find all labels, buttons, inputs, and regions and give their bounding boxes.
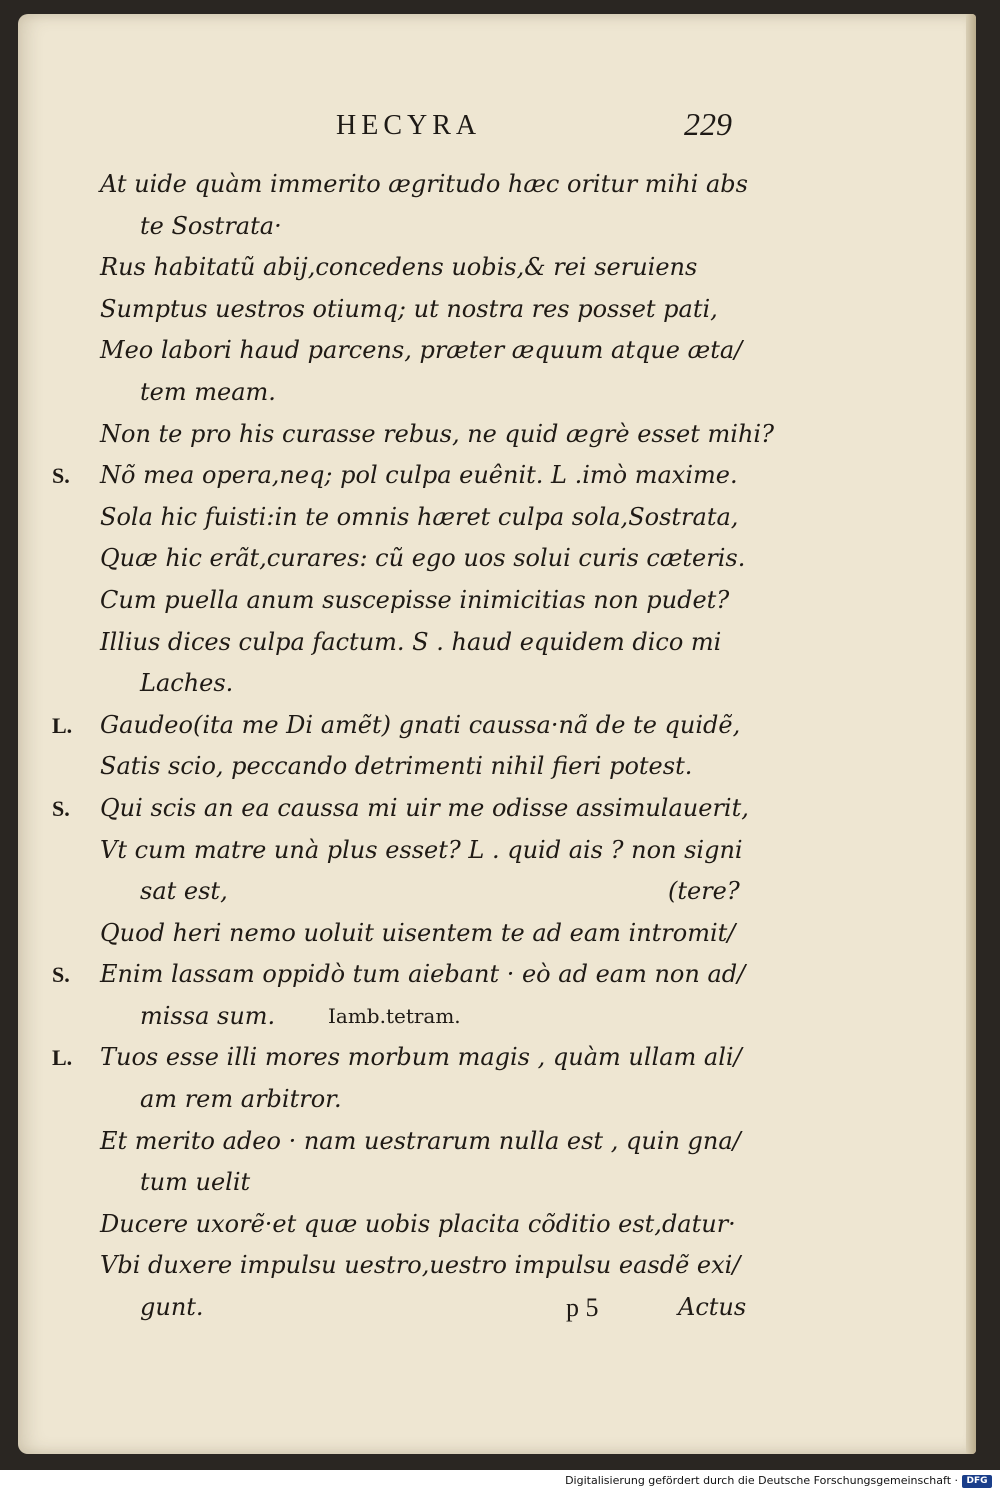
verse-text: Enim lassam oppidò tum aiebant · eò ad eam non ad/ bbox=[100, 960, 746, 989]
verse-text: Illius dices culpa factum. S . haud equidem dico mi bbox=[100, 627, 722, 656]
verse-text: gunt. bbox=[140, 1293, 204, 1322]
verse-text: Sola hic fuisti:in te omnis hæret culpa sola,Sostrata, bbox=[100, 502, 739, 531]
verse-text: Cum puella anum suscepisse inimicitias non pudet? bbox=[100, 585, 730, 614]
verse-line bbox=[18, 247, 976, 289]
book-page bbox=[18, 14, 976, 1454]
dfg-logo: DFG bbox=[962, 1475, 992, 1488]
verse-line bbox=[18, 1121, 976, 1163]
verse-text: Sumptus uestros otiumq; ut nostra res posset pati, bbox=[100, 294, 718, 323]
verse-text: te Sostrata· bbox=[140, 211, 282, 240]
verse-line bbox=[18, 455, 976, 497]
verse-line bbox=[18, 414, 976, 456]
verse-line bbox=[18, 1204, 976, 1246]
verse-text: Tuos esse illi mores morbum magis , quàm ullam ali/ bbox=[100, 1043, 742, 1072]
verse-text: Et merito adeo · nam uestrarum nulla est , quin gna/ bbox=[100, 1126, 741, 1155]
signature-mark: p 5 bbox=[566, 1293, 599, 1323]
speaker-marker: S. bbox=[52, 463, 70, 489]
verse-line bbox=[18, 330, 976, 372]
speaker-marker: S. bbox=[52, 962, 70, 988]
verse-line bbox=[18, 497, 976, 539]
verse-line bbox=[18, 206, 976, 248]
verse-line bbox=[18, 663, 976, 705]
speaker-marker: L. bbox=[52, 1045, 73, 1071]
turnover-text: (tere? bbox=[668, 877, 740, 906]
verse-text-block bbox=[18, 164, 976, 1329]
verse-line bbox=[18, 871, 976, 913]
verse-line bbox=[18, 788, 976, 830]
meter-note: Iamb.tetram. bbox=[328, 1003, 461, 1028]
catchword: Actus bbox=[678, 1293, 747, 1322]
verse-line bbox=[18, 622, 976, 664]
verse-line bbox=[18, 746, 976, 788]
verse-text: Meo labori haud parcens, præter æquum atque æta/ bbox=[100, 336, 743, 365]
verse-text: Satis scio, peccando detrimenti nihil fieri potest. bbox=[100, 752, 693, 781]
verse-line bbox=[18, 538, 976, 580]
verse-line bbox=[18, 1079, 976, 1121]
page-number: 229 bbox=[684, 106, 732, 142]
verse-line bbox=[18, 913, 976, 955]
verse-line bbox=[18, 289, 976, 331]
verse-text: Rus habitatũ abij,concedens uobis,& rei seruiens bbox=[100, 253, 698, 282]
verse-line bbox=[18, 954, 976, 996]
speaker-marker: L. bbox=[52, 712, 73, 738]
speaker-marker: S. bbox=[52, 795, 70, 821]
verse-text: Nõ mea opera,neq; pol culpa euênit. L .imò maxime. bbox=[100, 461, 738, 490]
verse-text: Ducere uxorẽ·et quæ uobis placita cõditio est,datur· bbox=[100, 1209, 736, 1238]
verse-line bbox=[18, 705, 976, 747]
verse-line bbox=[18, 1287, 976, 1329]
verse-text: am rem arbitror. bbox=[140, 1085, 342, 1114]
verse-line bbox=[18, 1245, 976, 1287]
verse-text: missa sum. bbox=[140, 1001, 276, 1030]
running-head bbox=[18, 106, 976, 150]
verse-text: Qui scis an ea caussa mi uir me odisse assimulauerit, bbox=[100, 793, 749, 822]
running-title: HECYRA bbox=[336, 110, 482, 141]
verse-line bbox=[18, 164, 976, 206]
verse-text: Vbi duxere impulsu uestro,uestro impulsu easdẽ exi/ bbox=[100, 1251, 741, 1280]
verse-line bbox=[18, 580, 976, 622]
verse-text: Quod heri nemo uoluit uisentem te ad eam intromit/ bbox=[100, 918, 736, 947]
verse-text: Vt cum matre unà plus esset? L . quid ais ? non signi bbox=[100, 835, 743, 864]
verse-text: tem meam. bbox=[140, 377, 276, 406]
verse-text: sat est, bbox=[140, 877, 228, 906]
footer-bar bbox=[0, 1472, 1000, 1492]
funding-credit: Digitalisierung gefördert durch die Deutsche Forschungsgemeinschaft · bbox=[565, 1474, 958, 1487]
verse-line bbox=[18, 372, 976, 414]
verse-text: At uide quàm immerito ægritudo hæc oritur mihi abs bbox=[100, 170, 748, 198]
verse-line bbox=[18, 1037, 976, 1079]
verse-text: tum uelit bbox=[140, 1168, 251, 1197]
verse-line bbox=[18, 1162, 976, 1204]
verse-text: Gaudeo(ita me Di amẽt) gnati caussa·nã de te quidẽ, bbox=[100, 710, 741, 739]
verse-text: Laches. bbox=[140, 669, 234, 698]
verse-line bbox=[18, 996, 976, 1038]
verse-line bbox=[18, 830, 976, 872]
verse-text: Non te pro his curasse rebus, ne quid ægrè esset mihi? bbox=[100, 419, 774, 448]
verse-text: Quæ hic erãt,curares: cũ ego uos solui curis cæteris. bbox=[100, 544, 746, 573]
